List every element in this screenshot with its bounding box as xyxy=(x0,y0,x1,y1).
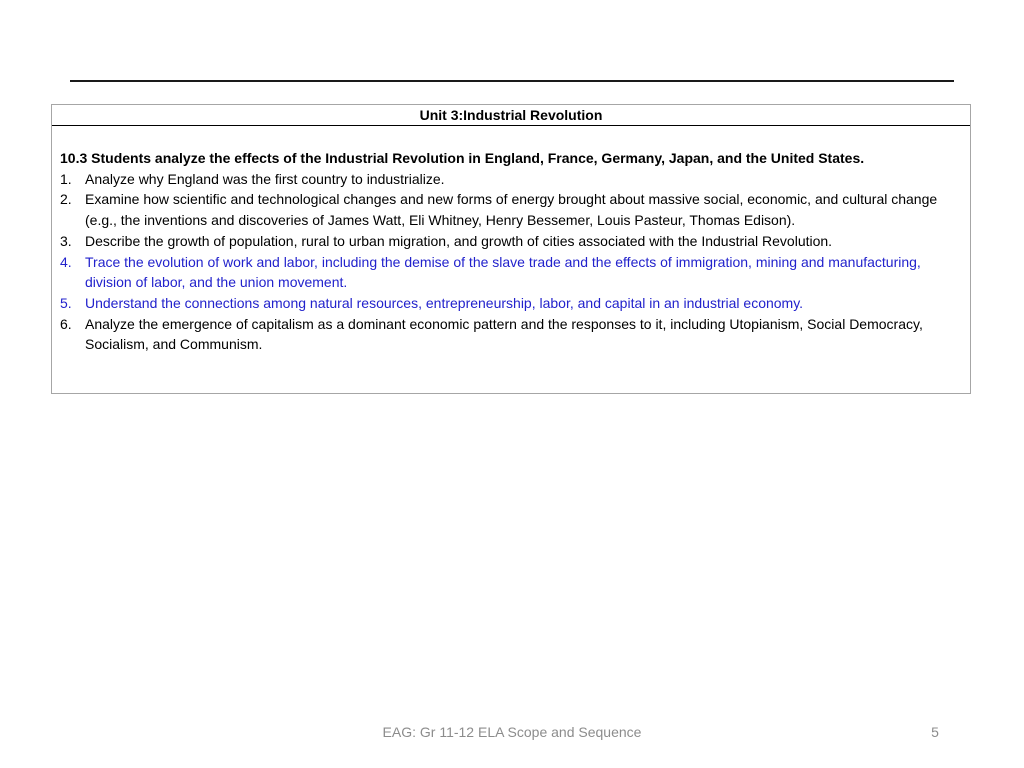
unit-body xyxy=(52,126,970,355)
top-divider-line xyxy=(70,80,954,82)
objective-text: Examine how scientific and technological changes and new forms of energy brought about massive social, economic, and cultural change (e.g., the inventions and discoveries of James Watt, Eli Whitney, Henry Bessemer, Louis Pasteur, Thomas Edison). xyxy=(85,191,938,229)
unit-title: Unit 3:Industrial Revolution xyxy=(52,105,970,126)
objective-item xyxy=(60,293,962,314)
objective-item xyxy=(60,252,962,293)
objective-item xyxy=(60,231,962,252)
objective-item xyxy=(60,169,962,190)
objective-number: 6. xyxy=(60,315,72,332)
objective-text: Understand the connections among natural resources, entrepreneurship, labor, and capital in an industrial economy. xyxy=(85,294,804,311)
objective-number: 3. xyxy=(60,232,72,249)
objective-text: Analyze why England was the first country to industrialize. xyxy=(85,170,445,187)
objective-number: 1. xyxy=(60,170,72,187)
objective-item xyxy=(60,189,962,230)
footer-text: EAG: Gr 11-12 ELA Scope and Sequence xyxy=(382,724,642,740)
objective-text: Analyze the emergence of capitalism as a dominant economic pattern and the responses to it, including Utopianism, Social Democracy, Socialism, and Communism. xyxy=(85,315,923,353)
unit-table xyxy=(51,104,971,394)
objective-number: 2. xyxy=(60,191,72,208)
objectives-list xyxy=(60,169,962,355)
page-number: 5 xyxy=(931,724,939,740)
standard-heading: 10.3 Students analyze the effects of the Industrial Revolution in England, France, Germany, Japan, and the United States. xyxy=(60,150,865,166)
objective-item xyxy=(60,314,962,355)
objective-text: Trace the evolution of work and labor, including the demise of the slave trade and the effects of immigration, mining and manufacturing, division of labor, and the union movement. xyxy=(85,253,921,291)
objective-number: 5. xyxy=(60,294,72,311)
objective-number: 4. xyxy=(60,253,72,270)
objective-text: Describe the growth of population, rural to urban migration, and growth of cities associated with the Industrial Revolution. xyxy=(85,232,833,249)
